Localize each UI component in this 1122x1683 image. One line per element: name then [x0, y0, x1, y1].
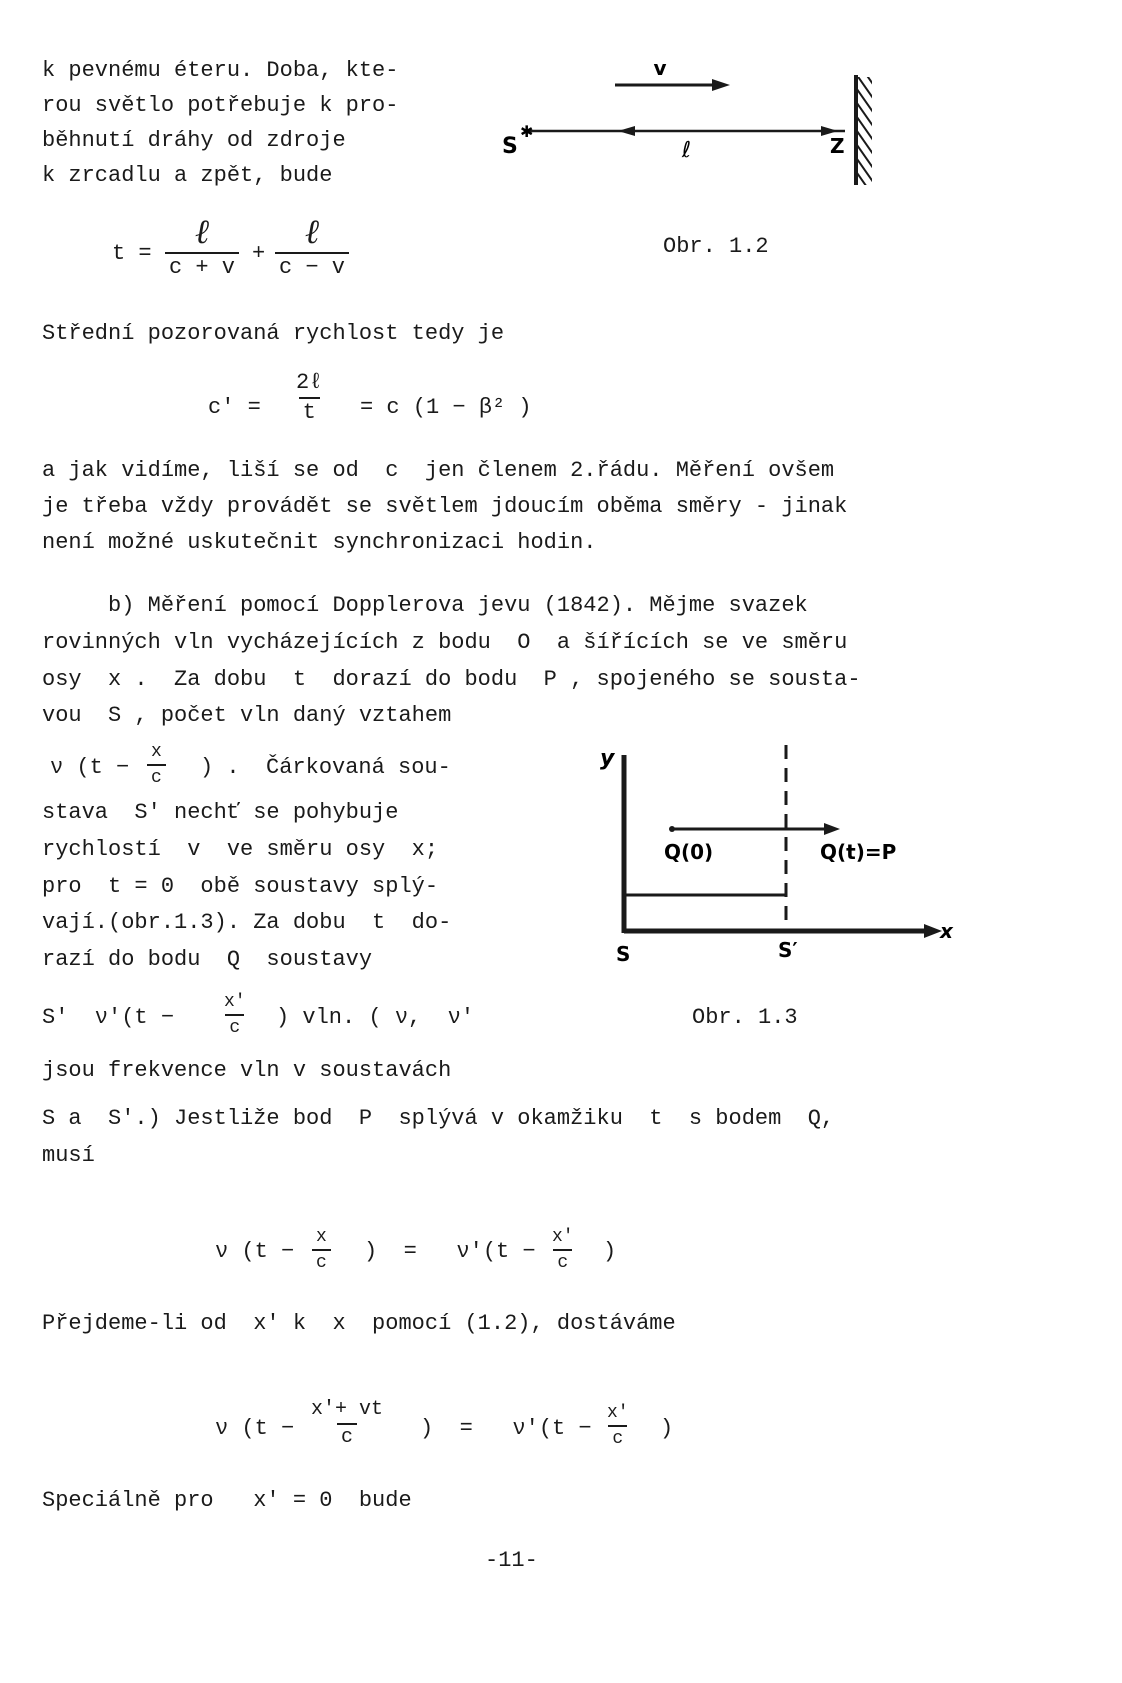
para3-line-4: vají.(obr.1.3). Za dobu t do- — [42, 910, 452, 935]
eq-nu-den: c — [147, 764, 166, 787]
intro-line-2: rou světlo potřebuje k pro- — [42, 93, 399, 118]
eq1-num-2: x′ — [552, 1227, 574, 1247]
eq-c-rhs: = c (1 − β² ) — [360, 395, 532, 420]
fig1-z-label: Z — [830, 134, 845, 158]
light-path-arrowhead-left — [618, 126, 635, 136]
figure-1-2 — [490, 55, 910, 205]
eq-t-lhs: t = — [112, 241, 152, 266]
special-line: Speciálně pro x′ = 0 bude — [42, 1488, 412, 1513]
para1-line-1: a jak vidíme, liší se od c jen členem 2.řádu. Měření ovšem — [42, 458, 835, 483]
eq1-post: ) — [603, 1239, 617, 1264]
eq-nu2-fraction — [220, 993, 250, 1037]
eq2-post: ) — [660, 1416, 674, 1441]
para3-line-1: stava S′ nechť se pohybuje — [42, 800, 399, 825]
eq-t-num-2: ℓ — [304, 212, 320, 252]
fig2-y-label: y — [600, 746, 615, 771]
para2-line-3: osy x . Za dobu t dorazí do bodu P , spojeného se sousta- — [42, 667, 861, 692]
eq1-fraction-1 — [312, 1228, 331, 1272]
velocity-arrowhead — [712, 79, 730, 91]
eq-nu-fraction — [147, 743, 166, 787]
eq-nu2-pre: S′ ν′(t − — [42, 1005, 175, 1030]
intro-line-1: k pevnému éteru. Doba, kte- — [42, 58, 399, 83]
fig2-q-arrowhead — [824, 823, 840, 835]
para1-line-2: je třeba vždy provádět se světlem jdoucím oběma směry - jinak — [42, 494, 848, 519]
transition-line: Přejdeme-li od x′ k x pomocí (1.2), dostáváme — [42, 1311, 676, 1336]
fig1-v-label: v — [653, 56, 667, 80]
eq2-num-2: x′ — [607, 1403, 629, 1423]
eq2-den-2: c — [608, 1425, 627, 1448]
eq-t-plus: + — [252, 241, 266, 266]
eq2-fraction-1 — [307, 1400, 387, 1448]
fig2-s-prime-label: S′ — [778, 938, 798, 962]
para2-line-4: vou S , počet vln daný vztahem — [42, 703, 452, 728]
eq1-mid: ) = ν′(t − — [364, 1239, 536, 1264]
fig1-source-star-icon: ✱ — [520, 122, 534, 141]
eq2-fraction-2 — [603, 1404, 633, 1448]
para3-line-5: razí do bodu Q soustavy — [42, 947, 373, 972]
eq-nu-pre: ν (t − — [50, 755, 130, 780]
must-line: musí — [42, 1143, 95, 1168]
eq-c-lhs: c′ = — [208, 395, 261, 420]
freq-line: jsou frekvence vln v soustavách — [42, 1058, 452, 1083]
eq1-den-1: c — [312, 1249, 331, 1272]
eq2-mid: ) = ν′(t − — [420, 1416, 592, 1441]
fig2-s-label: S — [616, 942, 631, 965]
eq-t-den-1: c + v — [165, 252, 239, 279]
fig1-s-label: S — [502, 134, 518, 159]
fig2-qt-label: Q(t)=P — [820, 840, 897, 864]
eq-c-num: 2ℓ — [296, 370, 323, 395]
fig2-q0-point — [669, 826, 675, 832]
eq-nu2-den: c — [225, 1014, 244, 1037]
para1-line-3: není možné uskutečnit synchronizaci hodin. — [42, 530, 597, 555]
para3-line-2: rychlostí v ve směru osy x; — [42, 837, 439, 862]
para3-line-3: pro t = 0 obě soustavy splý- — [42, 874, 439, 899]
eq1-pre: ν (t − — [215, 1239, 295, 1264]
intro-line-4: k zrcadlu a zpět, bude — [42, 163, 333, 188]
page-number: -11- — [485, 1548, 538, 1573]
eq-nu2-num: x′ — [224, 992, 246, 1012]
eq-t-fraction-2 — [275, 212, 349, 280]
eq-nu2-post: ) vln. ( ν, ν′ — [276, 1005, 475, 1030]
eq1-fraction-2 — [548, 1228, 578, 1272]
fig1-caption: Obr. 1.2 — [663, 234, 769, 259]
fig2-x-label: x — [940, 919, 953, 943]
para2-line-2: rovinných vln vycházejících z bodu O a šířících se ve směru — [42, 630, 848, 655]
eq-t-fraction-1 — [165, 212, 239, 280]
eq-t-num-1: ℓ — [194, 212, 210, 252]
eq-c-fraction — [292, 372, 326, 424]
eq-nu-post: ) . Čárkovaná sou- — [200, 755, 451, 780]
eq2-den-1: c — [337, 1423, 357, 1448]
fig2-q0-label: Q(0) — [664, 840, 714, 864]
fig2-caption: Obr. 1.3 — [692, 1005, 798, 1030]
mean-speed-line: Střední pozorovaná rychlost tedy je — [42, 321, 505, 346]
intro-line-3: běhnutí dráhy od zdroje — [42, 128, 346, 153]
para2-line-1: b) Měření pomocí Dopplerova jevu (1842). Mějme svazek — [42, 593, 808, 618]
eq1-den-2: c — [553, 1249, 572, 1272]
mirror-hatch — [858, 77, 872, 185]
figure-1-3 — [590, 735, 970, 965]
eq1-num-1: x — [316, 1227, 327, 1247]
eq-nu-num: x — [151, 742, 162, 762]
fig1-l-label: ℓ — [682, 138, 692, 163]
eq2-pre: ν (t − — [215, 1416, 295, 1441]
eq-c-den: t — [299, 397, 320, 424]
ss-line: S a S′.) Jestliže bod P splývá v okamžiku t s bodem Q, — [42, 1106, 835, 1131]
eq-t-den-2: c − v — [275, 252, 349, 279]
eq2-num-1: x′+ vt — [311, 1398, 384, 1421]
